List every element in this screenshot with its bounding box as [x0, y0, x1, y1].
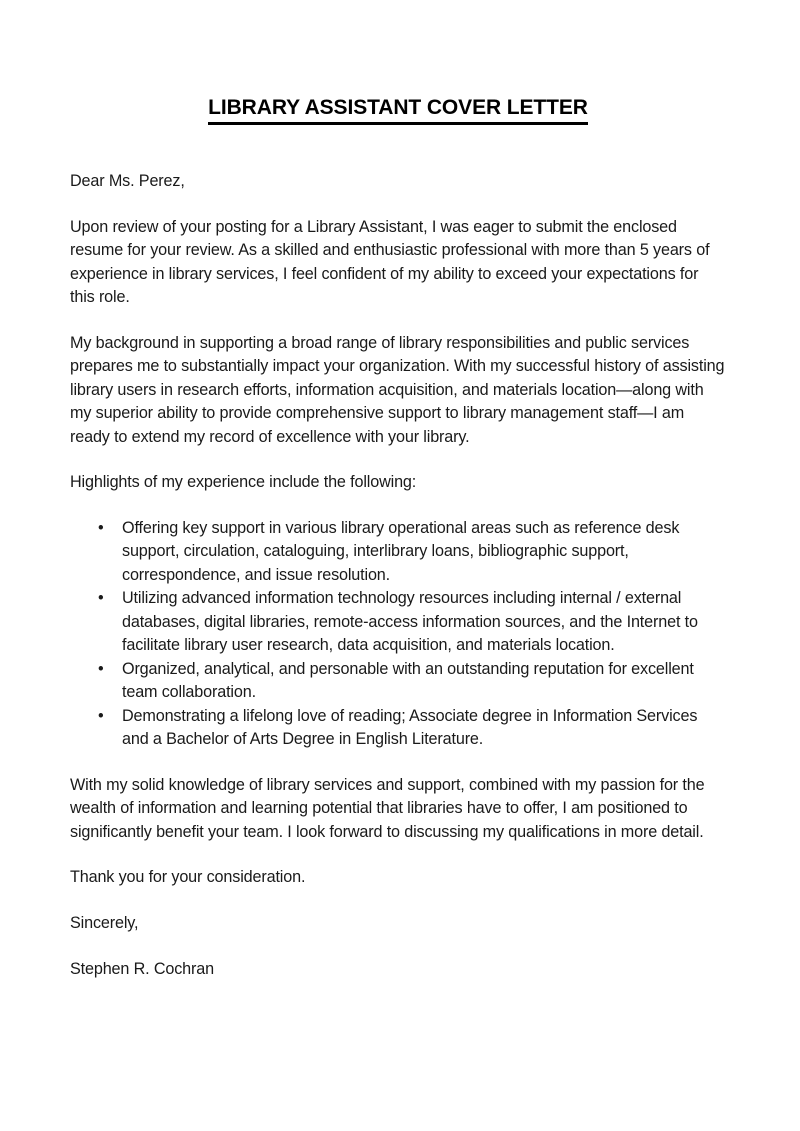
- paragraph-closing: With my solid knowledge of library services and support, combined with my passion for the wealth of information and learning potential that libraries have to offer, I am positioned to significantly benefit your team. I look forward to discussing my qualifications in more detail.: [70, 775, 705, 841]
- bullet-icon: •: [98, 589, 104, 608]
- salutation: Dear Ms. Perez,: [70, 172, 185, 191]
- highlights-list: [70, 495, 726, 752]
- bullet-icon: •: [98, 706, 104, 725]
- document-body: [70, 0, 726, 982]
- paragraph-intro: Upon review of your posting for a Library Assistant, I was eager to submit the enclosed resume for your review. As a skilled and enthusiastic professional with more than 5 years of experience in library services, I feel confident of my ability to exceed your expectations for this role.: [70, 217, 710, 307]
- list-item: [70, 587, 726, 658]
- page-title: [70, 0, 726, 125]
- list-item-text: Offering key support in various library operational areas such as reference desk support, circulation, cataloguing, interlibrary loans, bibliographic support, correspondence, and issue resolution.: [122, 518, 680, 584]
- list-item: [70, 658, 726, 705]
- list-item: [70, 705, 726, 752]
- page-title-text: LIBRARY ASSISTANT COVER LETTER: [208, 96, 588, 125]
- bullet-icon: •: [98, 518, 104, 537]
- list-item-text: Utilizing advanced information technology resources including internal / external databases, digital libraries, remote-access information sources, and the Internet to facilitate library user research, data acquisition, and materials location.: [122, 589, 698, 655]
- signature-name: Stephen R. Cochran: [70, 960, 214, 979]
- bullet-icon: •: [98, 659, 104, 678]
- paragraph-background: My background in supporting a broad range of library responsibilities and public services prepares me to substantially impact your organization. With my successful history of assisting library users in research efforts, information acquisition, and materials location—along with my superior ability to provide comprehensive support to library management staff—I am ready to extend my record of excellence with your library.: [70, 333, 725, 446]
- list-item-text: Organized, analytical, and personable with an outstanding reputation for excellent team collaboration.: [122, 659, 694, 702]
- thank-you-line: Thank you for your consideration.: [70, 868, 306, 887]
- sign-off-line: Sincerely,: [70, 913, 139, 932]
- list-item-text: Demonstrating a lifelong love of reading; Associate degree in Information Services and a Bachelor of Arts Degree in English Literature.: [122, 706, 698, 749]
- highlights-intro: Highlights of my experience include the following:: [70, 473, 417, 492]
- list-item: [70, 517, 726, 588]
